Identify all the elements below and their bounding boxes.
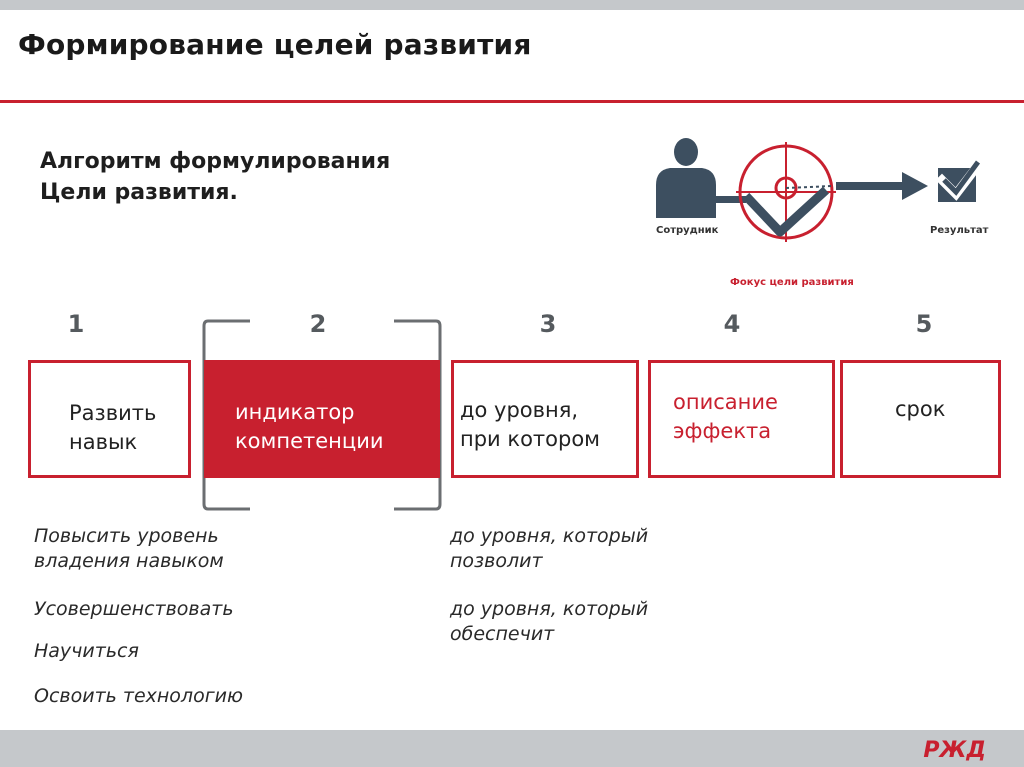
note-right-1-line-1: до уровня, который [450, 525, 649, 547]
bottom-bar [0, 730, 1024, 767]
step-number-2: 2 [309, 310, 327, 338]
employee-icon [656, 138, 716, 218]
note-right-2 [450, 597, 648, 647]
subtitle-line-1: Алгоритм формулирования [40, 149, 391, 174]
top-bar [0, 0, 1024, 10]
title-divider [0, 100, 1024, 103]
subtitle [40, 146, 390, 208]
note-left-2: Усовершенствовать [34, 598, 234, 620]
result-label: Результат [930, 225, 989, 236]
step-3-line-1: до уровня, [460, 398, 579, 422]
subtitle-line-2: Цели развития. [40, 180, 238, 205]
page-title: Формирование целей развития [18, 28, 532, 61]
step-1-line-2: навык [69, 430, 138, 454]
step-number-5: 5 [915, 310, 933, 338]
step-box-3 [451, 360, 639, 478]
step-1-line-1: Развить [69, 401, 157, 425]
step-box-4 [648, 360, 835, 478]
note-right-1 [450, 524, 648, 574]
step-box-1 [28, 360, 191, 478]
step-4-line-2: эффекта [673, 419, 772, 443]
note-left-1-line-1: Повысить уровень [34, 525, 219, 547]
step-number-4: 4 [723, 310, 741, 338]
employee-label: Сотрудник [656, 225, 719, 236]
note-left-4: Освоить технологию [34, 685, 244, 707]
rzd-logo: РЖД [923, 738, 986, 763]
focus-label: Фокус цели развития [730, 277, 854, 288]
target-icon [736, 142, 836, 242]
note-left-1-line-2: владения навыком [34, 550, 224, 572]
step-2-line-1: индикатор [235, 400, 355, 424]
step-box-5 [840, 360, 1001, 478]
step-4-line-1: описание [673, 390, 778, 414]
goal-illustration [640, 130, 1020, 305]
arrow-icon [836, 172, 928, 200]
note-right-2-line-1: до уровня, который [450, 598, 649, 620]
step-number-3: 3 [539, 310, 557, 338]
step-number-1: 1 [67, 310, 85, 338]
note-left-3: Научиться [34, 640, 139, 662]
note-right-2-line-2: обеспечит [450, 623, 555, 645]
step-3-line-2: при котором [460, 427, 601, 451]
step-5-line-1: срок [895, 397, 946, 421]
step-2-line-2: компетенции [235, 429, 384, 453]
result-checkmark-icon [938, 160, 982, 202]
note-left-1 [34, 524, 224, 574]
step-box-2 [204, 360, 440, 478]
note-right-1-line-2: позволит [450, 550, 543, 572]
